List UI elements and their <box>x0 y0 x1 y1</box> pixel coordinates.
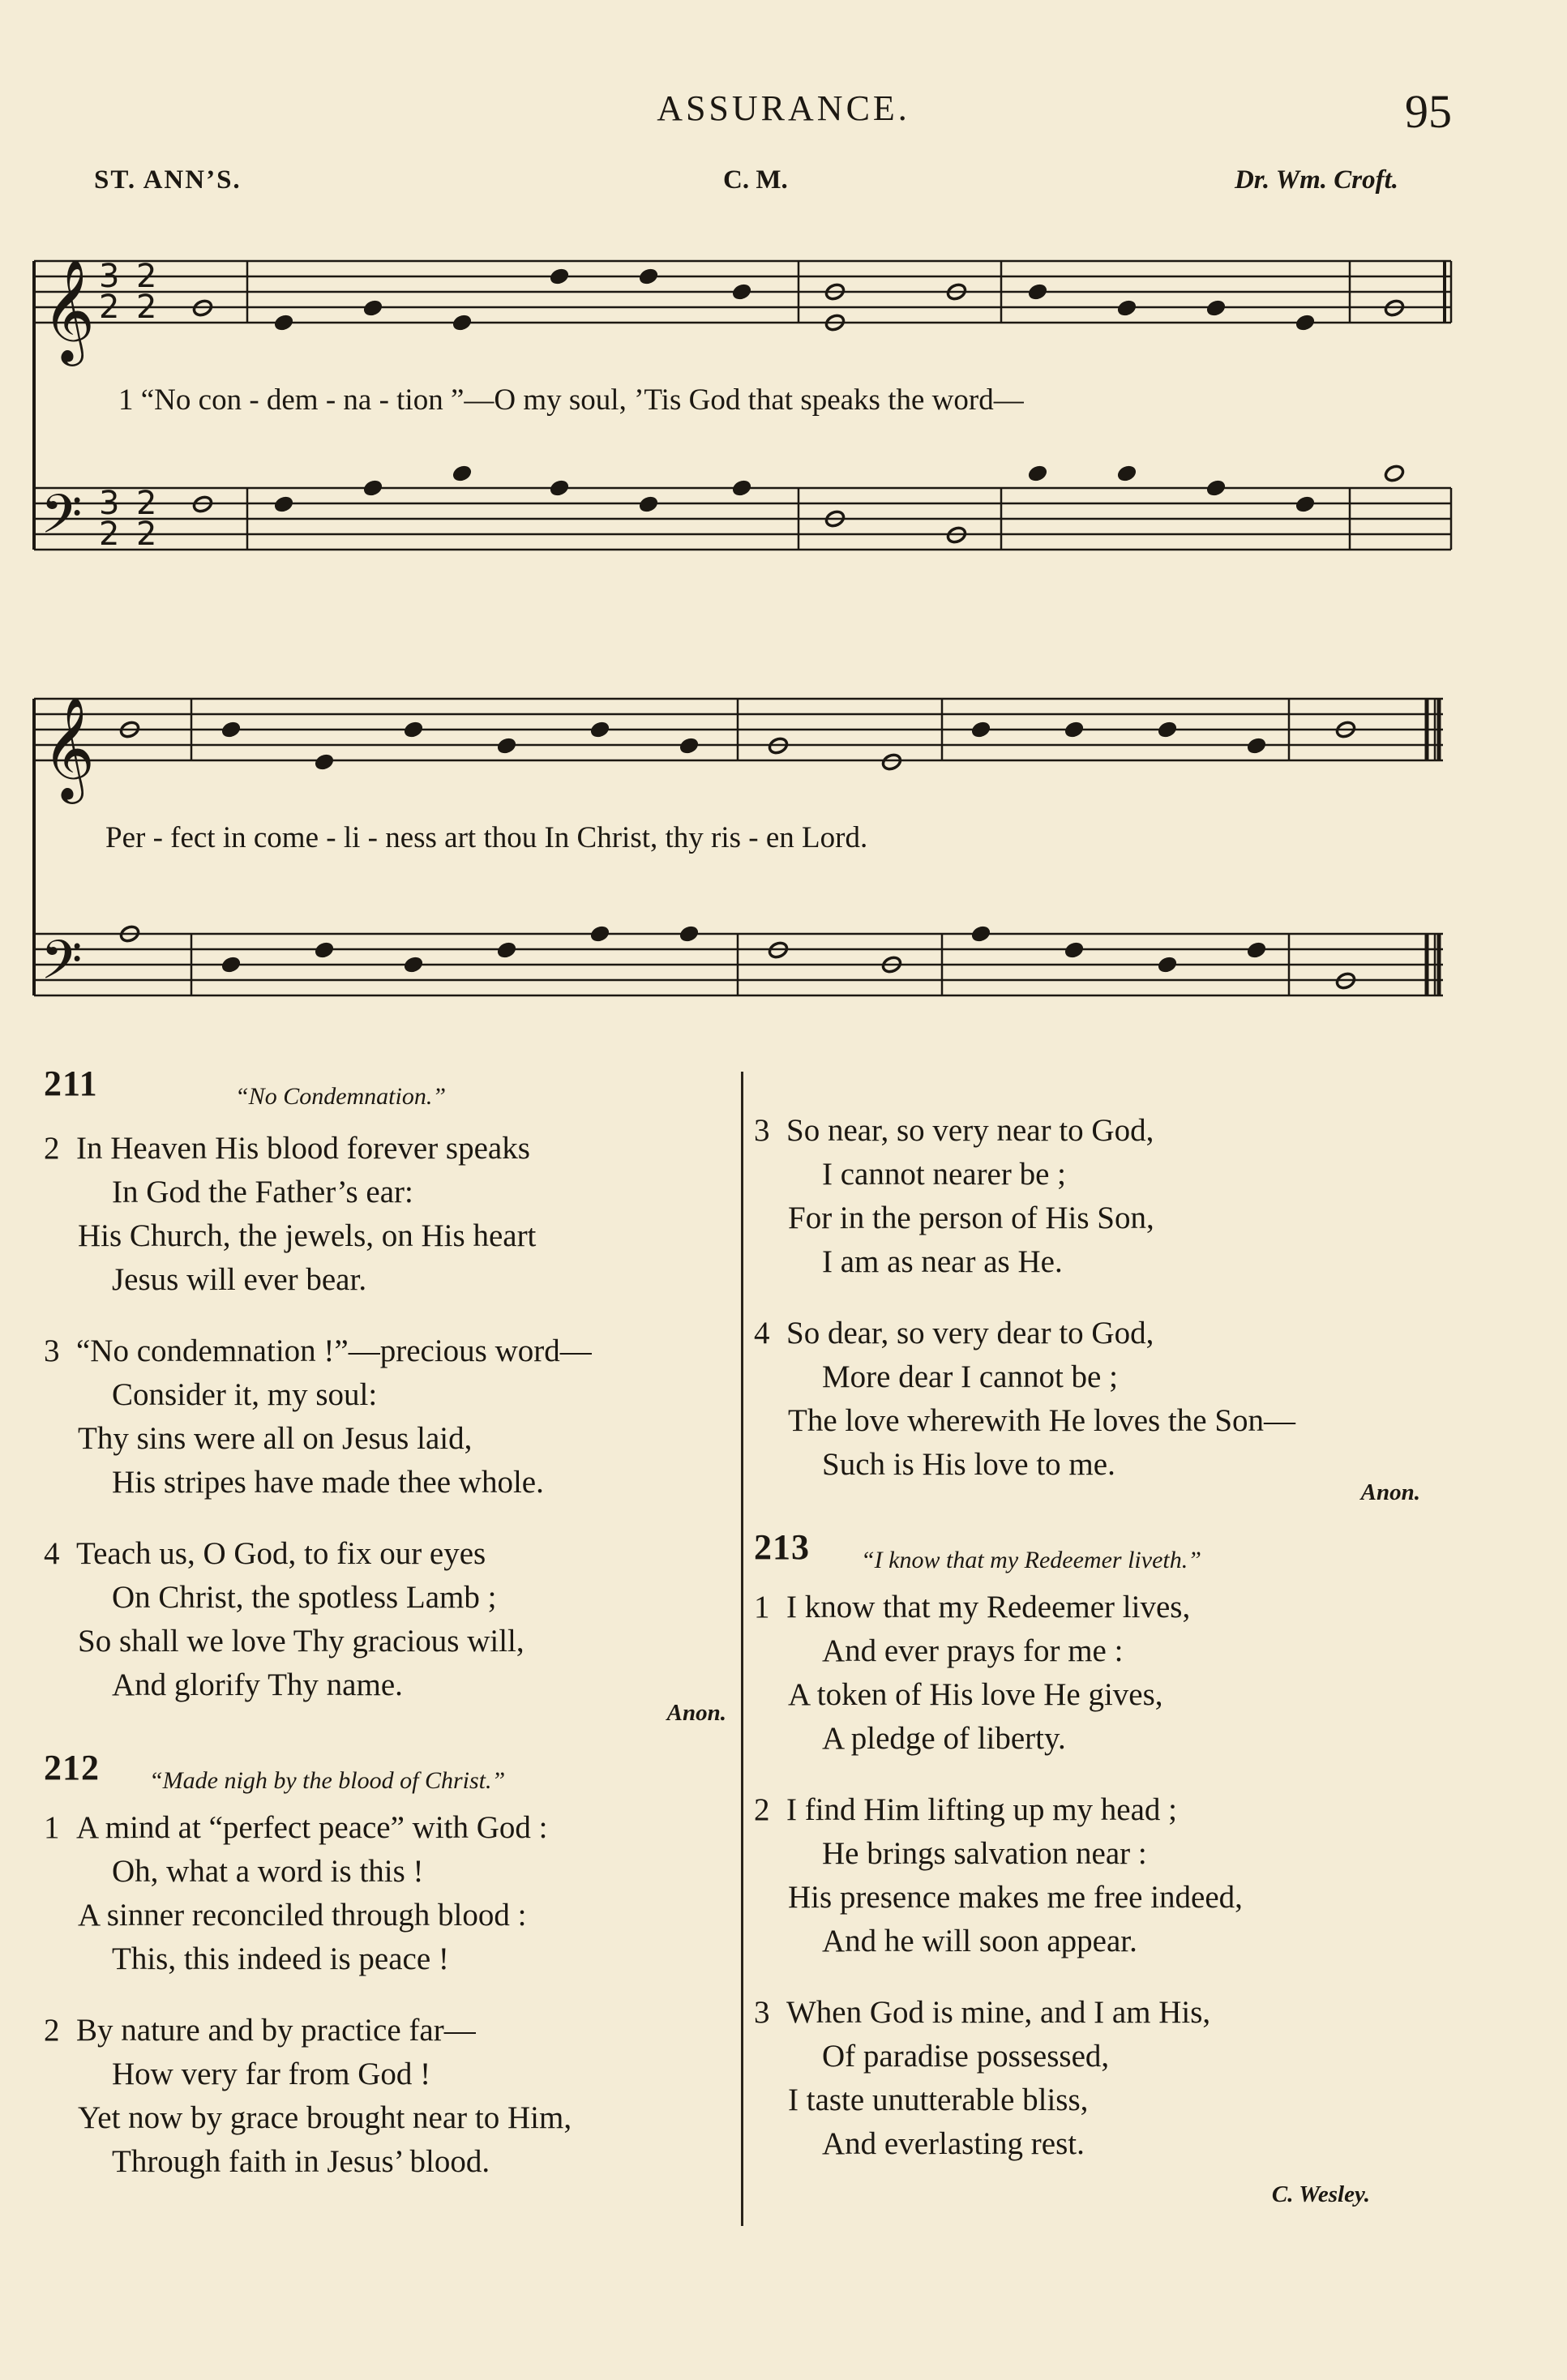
stanza-line-text: And glorify Thy name. <box>112 1667 403 1702</box>
lyrics-line-1: 1 “No con - dem - na - tion ”—O my soul, ’Tis God that speaks the word— <box>118 383 1024 417</box>
stanza-line <box>44 1329 733 1373</box>
hymn-212 <box>44 1746 733 2184</box>
stanza-line-text: A pledge of liberty. <box>822 1721 1066 1756</box>
music-score <box>0 0 1567 1021</box>
stanza-line <box>754 2122 1484 2166</box>
stanza-line <box>754 1355 1484 1399</box>
stanza-line <box>44 2053 733 2096</box>
stanza-line <box>44 1417 733 1461</box>
stanza-line-text: Teach us, O God, to fix our eyes <box>76 1536 486 1571</box>
stanza-number: 3 <box>754 1113 770 1148</box>
stanza-line <box>754 1109 1484 1153</box>
svg-text:𝄞: 𝄞 <box>42 258 96 362</box>
stanza-line <box>754 1788 1484 1832</box>
hymn-213 <box>754 1526 1484 2216</box>
stanza-line <box>754 1920 1484 1963</box>
stanza-line-text: Such is His love to me. <box>822 1447 1115 1482</box>
stanza-line-text: So shall we love Thy gracious will, <box>78 1624 524 1659</box>
svg-text:𝄢: 𝄢 <box>41 929 83 1004</box>
hymn-number: 212 <box>44 1748 100 1787</box>
stanza-line <box>754 1832 1484 1876</box>
left-column <box>44 1062 733 2184</box>
stanza-line <box>754 1629 1484 1673</box>
stanza-line <box>754 1991 1484 2035</box>
stanza-line <box>754 1312 1484 1355</box>
stanza-line-text: A sinner reconciled through blood : <box>78 1898 527 1933</box>
column-divider <box>741 1072 743 2226</box>
hymn-author: Anon. <box>666 1700 726 1726</box>
stanza-line <box>44 1373 733 1417</box>
stanza-line <box>754 1717 1484 1761</box>
stanza <box>754 1991 1484 2166</box>
stanza-line-text: I am as near as He. <box>822 1244 1063 1279</box>
stanza-line-text: He brings salvation near : <box>822 1836 1147 1871</box>
svg-text:2: 2 <box>99 516 120 553</box>
stanza <box>754 1109 1484 1284</box>
svg-text:2: 2 <box>136 258 157 295</box>
hymn-number: 211 <box>44 1064 98 1103</box>
stanza-line-text: Oh, what a word is this ! <box>112 1854 424 1889</box>
stanza-line-text: I cannot nearer be ; <box>822 1157 1066 1192</box>
stanza-number: 4 <box>754 1316 770 1351</box>
stanza-line-text: In God the Father’s ear: <box>112 1175 413 1209</box>
stanza-line <box>754 1240 1484 1284</box>
hymn-212-stanzas <box>44 1806 733 2184</box>
svg-text:3: 3 <box>99 258 120 295</box>
stanza-line-text: This, this indeed is peace ! <box>112 1941 449 1976</box>
stanza-line <box>44 2009 733 2053</box>
stanza-line-text: Yet now by grace brought near to Him, <box>78 2100 572 2135</box>
page-number: 95 <box>1405 85 1452 138</box>
stanza-line-text: A mind at “perfect peace” with God : <box>76 1810 548 1845</box>
stanza-line-text: And he will soon appear. <box>822 1924 1137 1958</box>
stanza-line <box>44 1806 733 1850</box>
hymn-212-continued-stanzas <box>754 1109 1484 1487</box>
stanza <box>44 1329 733 1505</box>
hymn-title: “I know that my Redeemer liveth.” <box>861 1547 1201 1573</box>
stanza-line <box>44 1258 733 1302</box>
stanza-number: 1 <box>44 1810 60 1845</box>
stanza <box>754 1312 1484 1487</box>
stanza <box>44 1532 733 1707</box>
stanza-number: 2 <box>44 2013 60 2048</box>
stanza-line-text: Jesus will ever bear. <box>112 1262 367 1297</box>
stanza-number: 2 <box>754 1792 770 1827</box>
stanza-line <box>44 1620 733 1663</box>
stanza-line <box>44 1850 733 1894</box>
stanza-line-text: So dear, so very dear to God, <box>786 1316 1154 1351</box>
stanza-line-text: On Christ, the spotless Lamb ; <box>112 1580 497 1615</box>
stanza-line <box>754 1399 1484 1443</box>
stanza-line-text: For in the person of His Son, <box>788 1201 1154 1235</box>
stanza-number: 4 <box>44 1536 60 1571</box>
stanza-line-text: I taste unutterable bliss, <box>788 2082 1089 2117</box>
stanza-number: 3 <box>44 1333 60 1368</box>
hymn-title: “Made nigh by the blood of Christ.” <box>149 1767 506 1794</box>
stanza-line <box>44 1532 733 1576</box>
stanza-line-text: In Heaven His blood forever speaks <box>76 1131 530 1166</box>
stanza-line-text: When God is mine, and I am His, <box>786 1995 1211 2030</box>
tune-composer: Dr. Wm. Croft. <box>1234 165 1398 195</box>
hymn-number: 213 <box>754 1527 810 1567</box>
stanza-line <box>754 2035 1484 2078</box>
stanza-line <box>44 1214 733 1258</box>
svg-text:2: 2 <box>99 289 120 326</box>
stanza-line-text: Thy sins were all on Jesus laid, <box>78 1421 473 1456</box>
stanza-line <box>44 1127 733 1171</box>
stanza-line <box>44 1171 733 1214</box>
section-title: ASSURANCE. <box>657 88 910 128</box>
hymn-author: C. Wesley. <box>1271 2181 1370 2207</box>
stanza-line-text: Of paradise possessed, <box>822 2039 1110 2074</box>
stanza-line <box>754 1153 1484 1196</box>
stanza-number: 3 <box>754 1995 770 2030</box>
stanza-line-text: And ever prays for me : <box>822 1633 1124 1668</box>
stanza-line-text: By nature and by practice far— <box>76 2013 476 2048</box>
hymn-211-stanzas <box>44 1127 733 1707</box>
svg-text:2: 2 <box>136 516 157 553</box>
stanza-line-text: I find Him lifting up my head ; <box>786 1792 1178 1827</box>
svg-text:2: 2 <box>136 485 157 522</box>
stanza-line-text: How very far from God ! <box>112 2057 431 2091</box>
svg-text:𝄞: 𝄞 <box>42 696 96 799</box>
stanza-line-text: And everlasting rest. <box>822 2126 1085 2161</box>
svg-text:𝄢: 𝄢 <box>41 483 83 559</box>
stanza <box>44 1806 733 1981</box>
stanza-line-text: I know that my Redeemer lives, <box>786 1590 1191 1624</box>
hymn-211 <box>44 1062 733 1735</box>
stanza-line-text: The love wherewith He loves the Son— <box>788 1403 1296 1438</box>
svg-text:3: 3 <box>99 485 120 522</box>
hymn-title: “No Condemnation.” <box>235 1083 447 1110</box>
stanza-line <box>44 1894 733 1937</box>
stanza <box>754 1586 1484 1761</box>
lyrics-line-2: Per - fect in come - li - ness art thou In Christ, thy ris - en Lord. <box>105 821 868 854</box>
stanza-line-text: A token of His love He gives, <box>788 1677 1163 1712</box>
stanza-line <box>754 1586 1484 1629</box>
stanza-line-text: Through faith in Jesus’ blood. <box>112 2144 490 2179</box>
stanza-line <box>754 1196 1484 1240</box>
stanza-line-text: So near, so very near to God, <box>786 1113 1154 1148</box>
stanza-line-text: His presence makes me free indeed, <box>788 1880 1243 1915</box>
stanza-line-text: His stripes have made thee whole. <box>112 1465 544 1500</box>
tune-name: ST. ANN’S. <box>94 165 242 195</box>
stanza-number: 1 <box>754 1590 770 1624</box>
stanza-line <box>44 1461 733 1505</box>
stanza-line <box>754 1673 1484 1717</box>
stanza-number: 2 <box>44 1131 60 1166</box>
tune-meter: C. M. <box>723 165 788 195</box>
stanza <box>44 1127 733 1302</box>
stanza-line <box>44 2140 733 2184</box>
stanza-line-text: Consider it, my soul: <box>112 1377 378 1412</box>
hymn-213-stanzas <box>754 1586 1484 2166</box>
hymn-author: Anon. <box>1360 1479 1420 1505</box>
stanza-line <box>44 1576 733 1620</box>
stanza-line-text: “No condemnation !”—precious word— <box>76 1333 592 1368</box>
stanza <box>754 1788 1484 1963</box>
svg-text:2: 2 <box>136 289 157 326</box>
stanza <box>44 2009 733 2184</box>
stanza-line <box>44 1937 733 1981</box>
right-column <box>754 1109 1484 2216</box>
stanza-line <box>754 2078 1484 2122</box>
stanza-line-text: More dear I cannot be ; <box>822 1359 1118 1394</box>
stanza-line <box>754 1876 1484 1920</box>
stanza-line <box>44 2096 733 2140</box>
stanza-line-text: His Church, the jewels, on His heart <box>78 1218 537 1253</box>
